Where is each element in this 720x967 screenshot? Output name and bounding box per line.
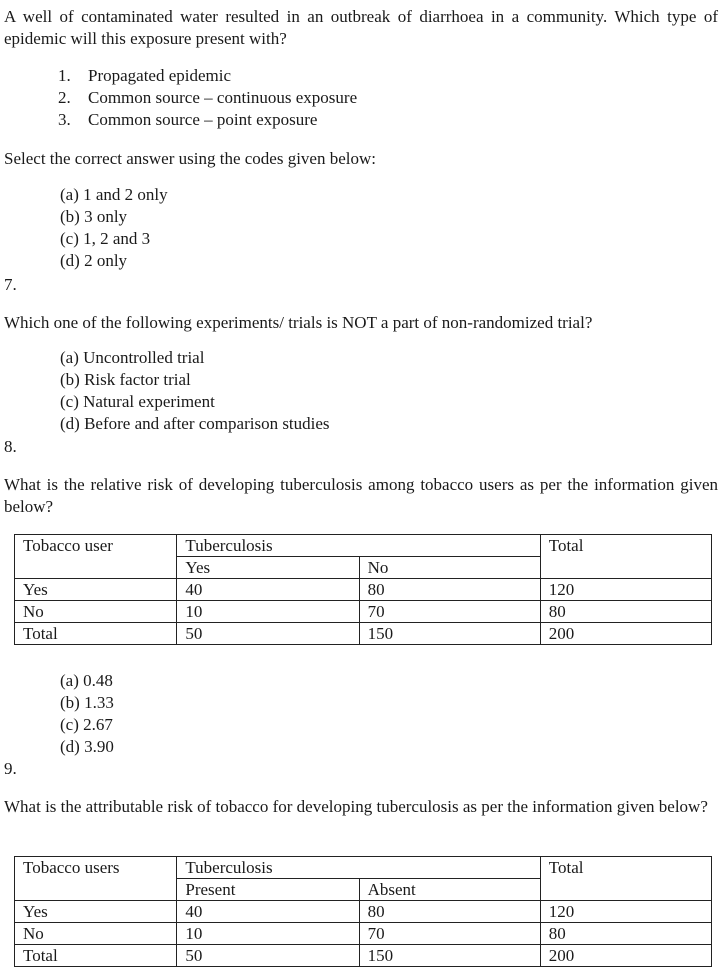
q7-option: (a) Uncontrolled trial — [60, 348, 205, 367]
table-cell: 80 — [540, 923, 711, 945]
table-cell: 150 — [359, 945, 540, 967]
q6-statement-list — [58, 65, 357, 131]
table-cell: Total — [15, 623, 177, 645]
table-cell: 200 — [540, 945, 711, 967]
table-cell: No — [15, 601, 177, 623]
q9-subheader-present: Present — [177, 879, 359, 901]
q9-header-tobacco: Tobacco users — [15, 857, 177, 901]
table-cell: 10 — [177, 923, 359, 945]
table-cell: 50 — [177, 623, 359, 645]
table-row — [15, 623, 712, 645]
q8-subheader-no: No — [359, 557, 540, 579]
table-cell: 70 — [359, 923, 540, 945]
q9-header-tuberculosis: Tuberculosis — [177, 857, 540, 879]
q6-instruction: Select the correct answer using the codes given below: — [4, 149, 376, 168]
table-row — [15, 579, 712, 601]
q7-option: (c) Natural experiment — [60, 392, 215, 411]
table-row — [15, 901, 712, 923]
q7-stem: Which one of the following experiments/ trials is NOT a part of non-randomized trial? — [4, 313, 593, 332]
q8-header-tobacco: Tobacco user — [15, 535, 177, 579]
q6-statement: 3. Common source – point exposure — [58, 110, 318, 129]
table-cell: 150 — [359, 623, 540, 645]
q7-option: (b) Risk factor trial — [60, 370, 191, 389]
table-row — [15, 923, 712, 945]
q6-option: (b) 3 only — [60, 207, 128, 226]
q6-stem: A well of contaminated water resulted in an outbreak of diarrhoea in a community. Which type of epidemic will this exposure present with? — [4, 7, 718, 48]
table-cell: 40 — [177, 579, 359, 601]
q6-option: (d) 2 only — [60, 251, 128, 270]
q8-option: (b) 1.33 — [60, 693, 114, 712]
q9-number: 9. — [4, 759, 17, 778]
q8-number: 8. — [4, 437, 17, 456]
q7-option: (d) Before and after comparison studies — [60, 414, 330, 433]
q8-subheader-yes: Yes — [177, 557, 359, 579]
q9-subheader-absent: Absent — [359, 879, 540, 901]
q8-header-total: Total — [540, 535, 711, 579]
q8-option: (a) 0.48 — [60, 671, 113, 690]
q7-number: 7. — [4, 275, 17, 294]
table-cell: 40 — [177, 901, 359, 923]
table-row — [15, 945, 712, 967]
table-cell: Yes — [15, 901, 177, 923]
table-cell: 10 — [177, 601, 359, 623]
q8-table — [14, 534, 712, 645]
table-cell: 70 — [359, 601, 540, 623]
table-row — [15, 601, 712, 623]
table-cell: 120 — [540, 579, 711, 601]
q9-stem: What is the attributable risk of tobacco for developing tuberculosis as per the information given below? — [4, 797, 708, 816]
table-cell: 80 — [359, 579, 540, 601]
table-cell: 80 — [359, 901, 540, 923]
q8-option: (d) 3.90 — [60, 737, 114, 756]
q8-stem: What is the relative risk of developing tuberculosis among tobacco users as per the information given below? — [4, 475, 718, 516]
table-cell: 80 — [540, 601, 711, 623]
q6-statement: 2. Common source – continuous exposure — [58, 88, 358, 107]
table-cell: 200 — [540, 623, 711, 645]
q8-options — [60, 670, 114, 758]
table-cell: 50 — [177, 945, 359, 967]
table-cell: No — [15, 923, 177, 945]
q6-option: (a) 1 and 2 only — [60, 185, 168, 204]
q9-table — [14, 856, 712, 967]
q7-options — [60, 347, 330, 435]
q6-statement: 1. Propagated epidemic — [58, 66, 232, 85]
q8-option: (c) 2.67 — [60, 715, 113, 734]
table-cell: Yes — [15, 579, 177, 601]
q8-header-tuberculosis: Tuberculosis — [177, 535, 540, 557]
table-cell: Total — [15, 945, 177, 967]
q9-header-total: Total — [540, 857, 711, 901]
table-cell: 120 — [540, 901, 711, 923]
q6-option: (c) 1, 2 and 3 — [60, 229, 151, 248]
q6-options — [60, 184, 168, 272]
